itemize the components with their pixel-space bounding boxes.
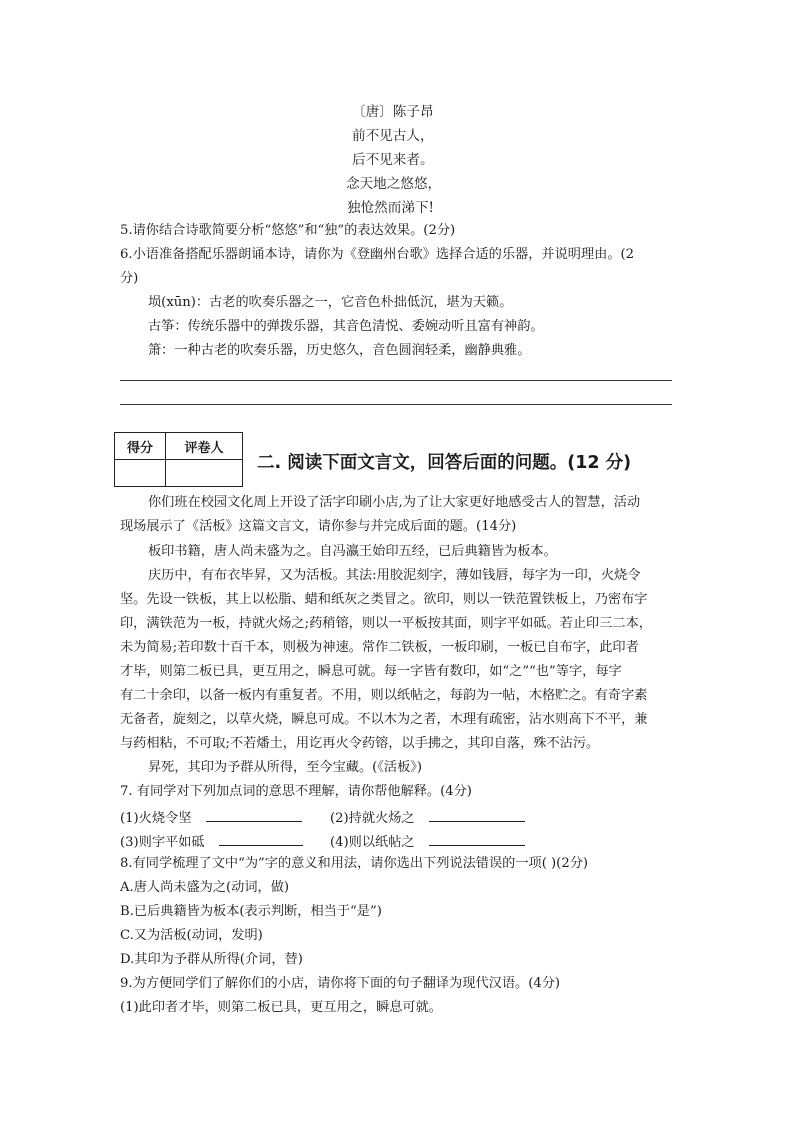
section-2-title: 二. 阅读下面文言文，回答后面的问题。(12 分) xyxy=(257,453,632,473)
grader-header: 评卷人 xyxy=(166,433,243,460)
question-7-item-4-label: (4)则以纸帖之 xyxy=(330,835,415,850)
question-7-item-1 xyxy=(120,807,302,828)
question-8-option-a[interactable]: A.唐人尚未盛为之(动词，做) xyxy=(120,880,290,895)
grader-cell[interactable] xyxy=(166,460,243,487)
score-header: 得分 xyxy=(115,433,166,460)
section-2-intro-line-1: 你们班在校园文化周上开设了活字印刷小店,为了让大家更好地感受古人的智慧，活动 xyxy=(148,495,641,510)
question-7-answer-1[interactable] xyxy=(206,807,302,822)
passage-line: 与药相粘，不可取;不若燔土，用讫再火令药镕，以手拂之，其印自落，殊不沾污。 xyxy=(120,736,600,751)
score-cell[interactable] xyxy=(115,460,166,487)
instrument-xiao: 箫：一种古老的吹奏乐器，历史悠久，音色圆润轻柔，幽静典雅。 xyxy=(148,343,531,358)
question-6-line-1: 6.小语准备搭配乐器朗诵本诗，请你为《登幽州台歌》选择合适的乐器，并说明理由。(2 xyxy=(120,247,635,262)
question-6-line-2: 分) xyxy=(120,271,139,286)
passage-line: 无备者，旋刻之，以草火烧，瞬息可成。不以木为之者，木理有疏密，沾水则高下不平，兼 xyxy=(120,712,648,727)
question-7-item-1-label: (1)火烧令坚 xyxy=(120,811,192,826)
poem-line-4: 独怆然而涕下! xyxy=(347,200,435,216)
question-5: 5.请你结合诗歌简要分析“悠悠”和“独”的表达效果。(2分) xyxy=(120,223,456,238)
instrument-xun: 埙(xūn)：古老的吹奏乐器之一，它音色朴拙低沉，堪为天籁。 xyxy=(148,295,513,310)
poem-line-1: 前不见古人， xyxy=(352,128,434,144)
question-9: 9.为方便同学们了解你们的小店，请你将下面的句子翻译为现代汉语。(4分) xyxy=(120,976,561,991)
instrument-guzheng: 古筝：传统乐器中的弹拨乐器，其音色清悦、委婉动听且富有神韵。 xyxy=(148,319,544,334)
passage-line: 未为简易;若印数十百千本，则极为神速。常作二铁板，一板印刷，一板已自布字，此印者 xyxy=(120,640,639,655)
question-7-answer-3[interactable] xyxy=(219,831,303,846)
passage-line: 才毕，则第二板已具，更互用之，瞬息可就。每一字皆有数印，如“之”“也”等字，每字 xyxy=(120,664,622,679)
question-8-option-b[interactable]: B.已后典籍皆为板本(表示判断，相当于“是”) xyxy=(120,904,382,919)
question-9-item-1: (1)此印者才毕，则第二板已具，更互用之，瞬息可就。 xyxy=(120,1000,442,1015)
question-7-answer-4[interactable] xyxy=(429,831,525,846)
score-box xyxy=(114,432,243,487)
question-7-answer-2[interactable] xyxy=(429,807,525,822)
question-7-item-2 xyxy=(330,807,525,828)
question-8: 8.有同学梳理了文中“为”字的意义和用法，请你选出下列说法错误的一项( )(2分) xyxy=(120,856,589,871)
question-7-item-2-label: (2)持就火炀之 xyxy=(330,811,415,826)
poem-author: 〔唐〕陈子昂 xyxy=(352,104,434,120)
section-2-intro-line-2: 现场展示了《活板》这篇文言文，请你参与并完成后面的题。(14分) xyxy=(120,519,517,534)
answer-line-1[interactable] xyxy=(120,380,672,381)
passage-line: 昇死，其印为予群从所得，至今宝藏。(《活板》) xyxy=(148,760,423,775)
passage-line: 板印书籍，唐人尚未盛为之。自冯瀛王始印五经，已后典籍皆为板本。 xyxy=(148,544,557,559)
passage-line: 有二十余印，以备一板内有重复者。不用，则以纸帖之，每韵为一帖，木格贮之。有奇字素 xyxy=(120,688,648,703)
question-8-option-d[interactable]: D.其印为予群从所得(介词，替) xyxy=(120,952,303,967)
question-7-item-4 xyxy=(330,831,525,852)
question-7: 7. 有同学对下列加点词的意思不理解，请你帮他解释。(4分) xyxy=(120,784,472,799)
poem-line-3: 念天地之悠悠， xyxy=(346,176,442,192)
answer-line-2[interactable] xyxy=(120,404,672,405)
question-8-option-c[interactable]: C.又为活板(动词，发明) xyxy=(120,928,263,943)
passage-line: 印，满铁范为一板，持就火炀之;药稍镕，则以一平板按其面，则字平如砥。若止印三二本， xyxy=(120,616,652,631)
poem-line-2: 后不见来者。 xyxy=(352,152,434,168)
passage-line: 庆历中，有布衣毕昇，又为活板。其法:用胶泥刻字，薄如钱唇，每字为一印，火烧令 xyxy=(148,568,641,583)
question-7-item-3 xyxy=(120,831,303,852)
passage-line: 坚。先设一铁板，其上以松脂、蜡和纸灰之类冒之。欲印，则以一铁范置铁板上，乃密布字 xyxy=(120,592,648,607)
question-7-item-3-label: (3)则字平如砥 xyxy=(120,835,205,850)
